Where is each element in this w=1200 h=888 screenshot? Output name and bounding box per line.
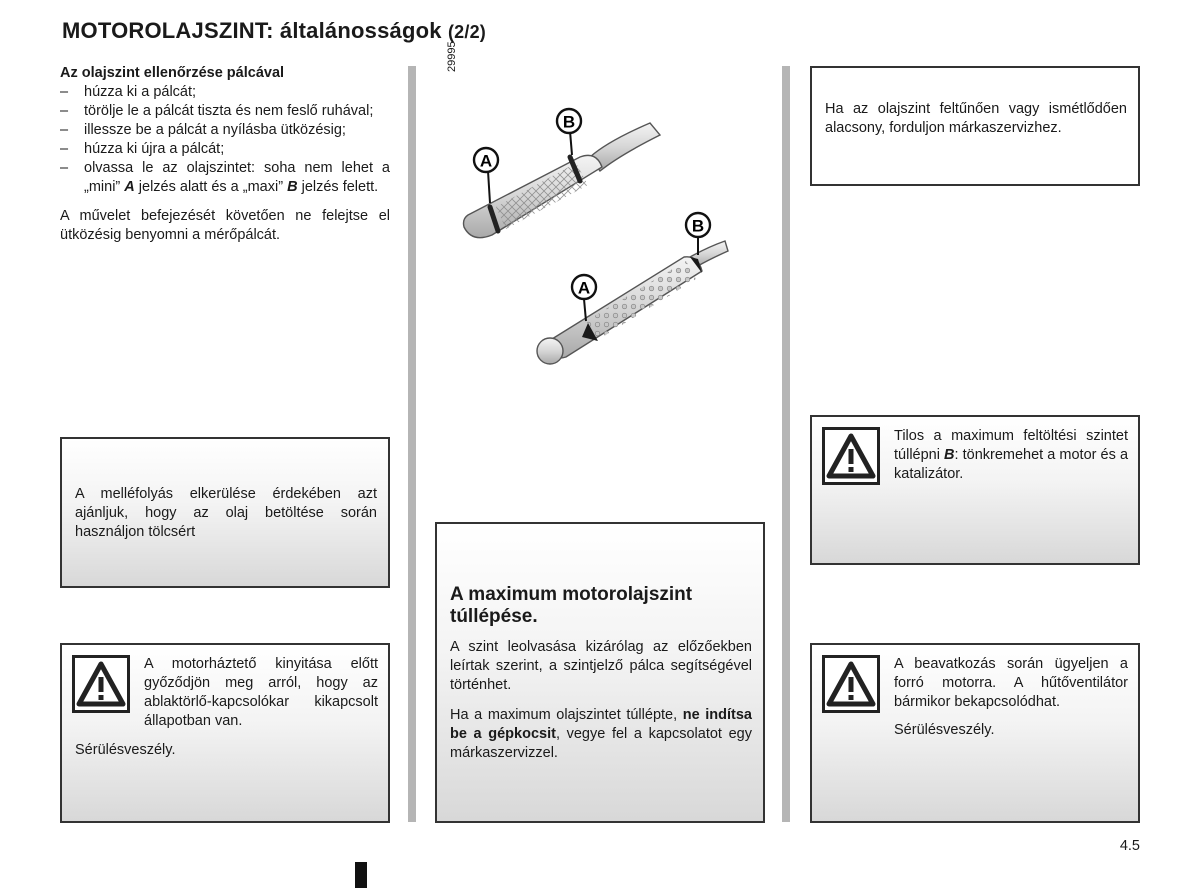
funnel-info-text: A melléfolyás elkerülése érdekében azt ajánljuk, hogy az olaj betöltése során használjon tölcsért [75, 486, 377, 540]
svg-text:B: B [562, 112, 576, 132]
max-oil-level-p2: Ha a maximum olajszintet túllépte, ne indítsa be a gépkocsit, vegye fel a kapcsolatot egy márkaszervizzel. [450, 707, 752, 761]
callout-b-upper [557, 109, 581, 133]
page-edge-marker [355, 862, 367, 888]
list-item: – húzza ki újra a pálcát; [60, 140, 390, 159]
list-item: – húzza ki a pálcát; [60, 83, 390, 102]
low-oil-info-text: Ha az olajszint feltűnően vagy ismétlődően alacsony, forduljon márkaszervizhez. [825, 101, 1127, 136]
max-oil-level-p1: A szint leolvasása kizárólag az előzőekben leírtak szerint, a szintjelző pálca segítségével történhet. [450, 639, 752, 693]
page-title-sub: (2/2) [447, 22, 486, 42]
section-heading: Az olajszint ellenőrzése pálcával [60, 65, 285, 81]
warning-triangle-icon [72, 655, 130, 713]
reinsert-note: A művelet befejezését követően ne felejtse el ütközésig benyomni a mérőpálcát. [60, 208, 390, 243]
warning-box-hot-engine [810, 643, 1140, 823]
warning-triangle-icon [822, 427, 880, 485]
warning-overfill-text: Tilos a maximum feltöltési szintet túllépni B: tönkremehet a motor és a katalizátor. [894, 428, 1129, 482]
svg-text:B: B [691, 216, 705, 236]
dipstick-upper [464, 123, 661, 238]
list-item: – illessze be a pálcát a nyílásba ütközésig; [60, 121, 390, 140]
warning-box-hood [60, 643, 390, 823]
figure-number: 29995 [446, 41, 458, 72]
low-oil-info-box [810, 66, 1140, 186]
mark-b: B [287, 179, 298, 195]
left-column-text [60, 64, 390, 245]
warning-box-overfill [810, 415, 1140, 565]
page-title-main: MOTOROLAJSZINT: általánosságok [62, 18, 442, 43]
steps-list [60, 83, 390, 197]
mark-b: B [944, 447, 955, 463]
svg-text:A: A [577, 278, 591, 298]
page-number: 4.5 [1119, 838, 1140, 854]
mark-a: A [124, 179, 135, 195]
warning-hood-text: A motorháztető kinyitása előtt győződjön meg arról, hogy az ablaktörlő-kapcsolókar kikapcsolt állapotban van. [144, 656, 378, 729]
column-separator-right [782, 66, 790, 822]
list-item: – olvassa le az olajszintet: soha nem lehet a „mini” A jelzés alatt és a „maxi” B jelzés felett. [60, 159, 390, 197]
dipstick-lower [537, 237, 728, 364]
dipstick-illustration [440, 95, 740, 375]
svg-text:A: A [479, 151, 493, 171]
warning-hot-engine-text: A beavatkozás során ügyeljen a forró motorra. A hűtőventilátor bármikor bekapcsolódhat. [894, 656, 1128, 710]
max-oil-level-heading: A maximum motorolajszint túllépése. [450, 584, 693, 627]
column-separator-left [408, 66, 416, 822]
page-title [62, 18, 486, 44]
warning-triangle-icon [822, 655, 880, 713]
warning-hot-engine-danger: Sérülésveszély. [894, 722, 995, 738]
max-oil-level-box [435, 522, 765, 823]
funnel-info-box [60, 437, 390, 588]
callout-a-lower [572, 275, 596, 299]
list-item: – törölje le a pálcát tiszta és nem feslő ruhával; [60, 102, 390, 121]
callout-b-lower [686, 213, 710, 237]
callout-a-upper [474, 148, 498, 172]
warning-hood-danger: Sérülésveszély. [75, 742, 176, 758]
